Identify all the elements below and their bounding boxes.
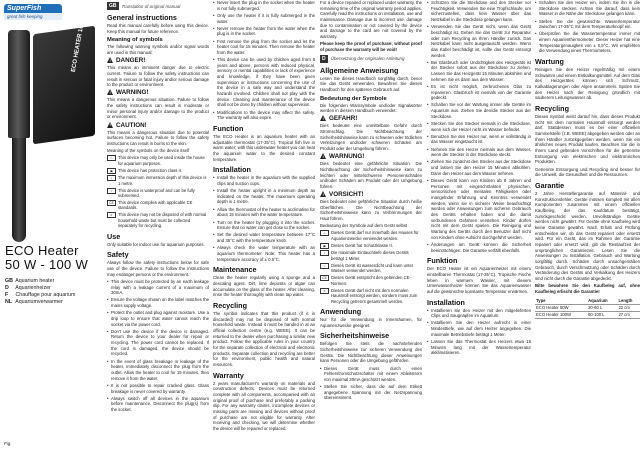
heater-image-tube xyxy=(12,138,26,242)
symbol-row: ✕ This device may not be disposed of with normal household waste but must be collected separately for recycling. xyxy=(107,212,209,228)
symbol-row: ↕ The maximum immersion depth of this device is 1 metre. xyxy=(107,175,209,186)
installation-list xyxy=(427,308,531,356)
list-item: • Überprüfen Sie die Wassertemperatur immer mit einem Aquarienthermometer. Dieser Heizer hat eine Temperaturgenauigkeit von ± 0,5°C. Wir empfehlen die Verwendung eines Thermometers. xyxy=(535,31,640,54)
list-item: • Protect the outlet and plug against moisture. Use a drip loop to ensure that water cannot reach the socket via the power cord. xyxy=(107,310,209,327)
list-item: • In the event of glass breakage or leakage of the heater, immediately disconnect the plug from the outlet. Allow the heater to cool for 15 minutes, then remove it from the water. xyxy=(107,359,209,382)
list-item: • Dieses Gerät kann von Kindern ab 8 Jahren und Personen mit eingeschränkten physischen, sensorischen oder mentalen Fähigkeiten oder mangelnder Erfahrung und Kenntnis verwendet werden, wenn sie in sicherer Weise beaufsichtigt werden oder Anweisungen zum sicheren Gebrauch des Geräts erhalten haben und die damit verbundenen Gefahren verstehen. Kinder dürfen nicht mit dem Gerät spielen. Die Reinigung und Wartung des Geräts durch den Benutzer darf nicht von Kindern ohne Aufsicht durchgeführt werden. xyxy=(427,178,531,240)
warning-triangle-icon xyxy=(320,153,327,159)
danger-heading: ! DANGER! xyxy=(107,57,209,64)
paragraph: Bedeutung der Symbole auf dem Gerät selbst xyxy=(320,223,408,229)
paragraph: This means a dangerous situation due to potential surfaces becoming hot. Failure to follow the safety instructions can result in burns to the skin. xyxy=(107,129,209,146)
gb-column-1 xyxy=(107,0,209,453)
warning-triangle-icon xyxy=(107,122,114,128)
symbol-row: ≈ This device is waterproof and can be fully submersed. xyxy=(107,188,209,199)
list-item: • Stellen Sie sicher, dass die auf dem Etikett angegebene Spannung mit der Netzspannung übereinstimmt. xyxy=(320,384,422,401)
list-item: • It is not possible to repair cracked glass. Glass breakage is never covered by warranty. xyxy=(107,383,209,394)
symbol-row: ▣ This device has protection class II. xyxy=(107,168,209,174)
paragraph-bold: Bitte bewahren Sie den Kaufbeleg auf, ohne Kaufbeleg erlischt die Garantie! xyxy=(535,283,640,294)
warning-triangle-icon xyxy=(107,57,114,63)
section-heading: General instructions xyxy=(107,13,177,22)
class-ii-icon: ▣ xyxy=(320,243,329,249)
list-item: • Bei Glasbruch oder Undichtigkeit des Heizgeräts ist der Stecker sofort aus der Steckdose zu ziehen. Lassen Sie das Heizgerät 15 Minuten abkühlen und nehmen Sie es dann aus dem Wasser. xyxy=(427,60,531,83)
table-cell: 22 cm xyxy=(617,304,640,311)
list-item: • Never remove the heater from the water when the plug is in the socket. xyxy=(213,26,315,37)
section-heading: Meaning of symbols xyxy=(107,37,163,44)
bin-icon: ✕ xyxy=(107,212,116,218)
paragraph: This means an imminent danger due to electric current. Failure to follow the safety instructions can result in serious or fatal injury and/or serious damage to the product or environment. xyxy=(107,65,209,88)
safety-list xyxy=(320,366,422,402)
section-heading: Safety xyxy=(107,250,129,260)
caution-heading: ! VORSICHT! xyxy=(320,191,422,198)
section-heading: Garantie xyxy=(535,180,565,190)
list-item: • Always check the water temperature with an aquarium thermometer. Note: This heater has a temperature accuracy of ± 0.5°C. xyxy=(213,245,315,262)
section-heading: Recycling xyxy=(213,300,247,310)
symbol-row: ⌂ This device may only be used inside the house for aquarium purposes. xyxy=(107,155,209,166)
section-heading: Sicherheitshinweise xyxy=(320,331,390,341)
list-item: • Only use the heater if it is fully submerged in the water. xyxy=(213,13,315,24)
warning-triangle-icon xyxy=(107,89,114,95)
paragraph: Die folgenden Warnsymbole und/oder Signalwörter werden in diesem Handbuch verwendet: xyxy=(320,102,422,114)
section-heading: Installation xyxy=(427,297,465,307)
language-item: GB Aquarium heater xyxy=(5,278,55,284)
list-item: • Ziehen Sie zunächst den Stecker aus der Steckdose und lassen Sie den Heizer 15 Minuten abkühlen. Dann den Heizer aus dem Wasser nehmen. xyxy=(427,159,531,176)
symbol-row: ⌂ Dieses Gerät darf nur innerhalb des Hauses für Aquarienzwecke verwendet werden. xyxy=(320,230,422,241)
paragraph: This means a dangerous situation. Failure to follow the safety instructions can result in moderate or minor personal injury and/or damage to the product or environment. xyxy=(107,97,209,120)
list-item: • Änderungen am Gerät können die Sicherheit beeinträchtigen. Die Garantie verfällt ebenfalls. xyxy=(427,242,531,253)
list-item: • Modifications to the device may affect the safety. The warranty will also expire. xyxy=(213,110,315,121)
language-header xyxy=(320,55,422,63)
paragraph: Read this manual carefully before using this device. Keep this manual for future reference. xyxy=(107,23,209,34)
paragraph: Clean the heater regularly using a sponge and a descaling agent. Dirt, lime deposits or algae can accumulate on the glass of the heater. After cleaning, rinse the heater thoroughly with clean tap water. xyxy=(213,275,315,298)
brand-name: SuperFish xyxy=(4,4,62,13)
language-code-badge: GB xyxy=(109,3,117,9)
table-cell: 60-100 L xyxy=(587,311,617,318)
section-heading: Bedeutung der Symbole xyxy=(320,95,387,102)
section-heading: Allgemeine Anweisung xyxy=(320,65,399,75)
list-item: • Install the heater upright in a minimum depth as indicated on the heater. The maximum operating depth is 1 metre. xyxy=(213,188,315,205)
table-row xyxy=(535,311,640,318)
section-heading: Funktion xyxy=(427,256,458,266)
gb-column-2 xyxy=(213,0,315,453)
symbol-row: ▣ Dieses Gerät hat Schutzklasse II. xyxy=(320,243,422,249)
list-item: • Schalten Sie vor der Wartung immer alle Geräte im Aquarium aus. Ziehen Sie den/die Stecker aus der Steckdose. xyxy=(427,102,531,119)
heater-image-body xyxy=(8,30,30,138)
list-item: • Es ist nicht möglich, zerbrochenes Glas zu reparieren. Glasbruch ist niemals von der Garantie gedeckt. xyxy=(427,84,531,101)
paragraph: Getrennte Entsorgung und Recycling sind besser für die Umwelt, die Gesundheit und die Ressourcen. xyxy=(535,166,640,178)
list-item: • Don't use the device if the device is damaged. Return the device to your dealer for repair or recycling. The power cord cannot be replaced. If the cord is damaged, the device should be recycled. xyxy=(107,329,209,357)
paragraph: Der ECO Heater ist ein Aquarienheizer mit einem einstellbaren Thermostat (17-35°C). Tropische Fische leben in warmem Wasser, mit diesem Unterwasserheizer können Sie das Aquarienwasser auf die gewünschte konstante Temperatur erwärmen. xyxy=(427,266,531,294)
table-row xyxy=(535,304,640,311)
ce-icon: CE xyxy=(320,275,329,281)
list-item: • Nehmen Sie den Heizer niemals aus dem Wasser, wenn der Stecker in der Steckdose steckt. xyxy=(427,147,531,158)
installation-list-continued xyxy=(535,0,640,54)
language-header xyxy=(107,2,209,10)
list-item: • This device can be used by children aged from 8 years and above, persons with reduced physical, sensory or mental capabilities or lack of experience and knowledge, if they have been given supervision or instructions concerning the use of the device in a safe way and understand the hazards involved. Children shall not play with the device. Cleaning and maintenance of the device shall not be done by children without supervision. xyxy=(213,57,315,108)
de-column-2 xyxy=(427,0,531,453)
symbol-row: CE This device complies with applicable CE standards. xyxy=(107,200,209,211)
list-item: • Installieren Sie den Heizer aufrecht in einer Mindesttiefe, wie auf dem Heizer angegeben. Die maximale Betriebstiefe beträgt 1 Meter. xyxy=(427,320,531,337)
paragraph-bold: Please keep the proof of purchase; without proof of purchase the warranty will be void! xyxy=(320,41,422,52)
paragraph: Dies bedeutet eine gefährliche Situation. Die Nichtbeachtung der Sicherheitshinweise kann zu leichten oder mittelschweren Personenschäden und/oder Schäden am Produkt oder der Umgebung führen. xyxy=(320,161,422,189)
paragraph: The ECO Heater is an aquarium heater with an adjustable thermostat (17-35°C). Tropical fish live in warm water; with this underwater heater you can heat the aquarium water to the desired constant temperature. xyxy=(213,133,315,162)
warning-triangle-icon xyxy=(320,115,327,121)
caution-heading: ! CAUTION! xyxy=(107,122,209,129)
safety-list-continued xyxy=(427,0,531,253)
language-code-badge: D xyxy=(322,55,326,62)
list-item: • Stecken Sie den Stecker niemals in die Steckdose, wenn sich der Heizer nicht im Wasser befindet. xyxy=(427,121,531,132)
paragraph: Reinigen Sie den Heizer regelmäßig mit einem Schwamm und einem Entkalkungsmittel. Auf dem Glas des Heizgerätes können sich Schmutz, Kalkablagerungen oder Algen ansammeln. Spülen Sie den Heizer nach der Reinigung gründlich mit sauberem Leitungswasser ab. xyxy=(535,67,640,101)
list-item: • Turn on the heater by plugging it into the socket. Ensure that no water can get close to the socket. xyxy=(213,220,315,231)
heater-image-label xyxy=(33,16,95,145)
depth-icon: ↕ xyxy=(107,175,116,181)
section-heading: Function xyxy=(213,123,244,133)
waterproof-icon: ≈ xyxy=(107,188,116,194)
paragraph: Meaning of the symbols on the device itself xyxy=(107,148,190,154)
section-heading: Wartung xyxy=(535,57,564,67)
list-item: • Allow the thermostat of the heater to acclimatise for about 15 minutes with the water temperature. xyxy=(213,207,315,218)
list-item: • Never insert the plug in the socket when the heater is not fully submerged. xyxy=(213,0,315,11)
table-header: Type xyxy=(535,298,587,305)
paragraph: Dieses Symbol weist darauf hin, dass dieses Produkt nicht mit dem normalen Hausmüll entsorgt werden darf. Stattdessen muss es bei einer offiziellen Sammelstelle (z.B. WEEE) abgegeben werden oder an Ihren Händler zurückgegeben werden, wenn Sie ein ähnliches neues Produkt kaufen. Beachten Sie die in Ihrem Land geltenden Vorschriften für die getrennte Entsorgung von elektrischen und elektronischen Produkten. xyxy=(535,114,640,165)
house-icon: ⌂ xyxy=(107,155,116,161)
paragraph: Nur für die Verwendung in Innenräumen, für Aquarienzwecke geeignet. xyxy=(320,316,422,328)
brand-tagline: great fish keeping xyxy=(4,13,62,20)
de-column-3 xyxy=(535,0,640,453)
product-range: 50 W - 100 W xyxy=(5,257,89,273)
warning-triangle-icon xyxy=(320,191,327,197)
section-heading: Anwendung xyxy=(320,306,362,316)
section-heading: Maintenance xyxy=(213,265,257,275)
paragraph: The following warning symbols and/or signal words are used in this manual: xyxy=(107,44,209,56)
list-item: • Schalten Sie den Heizer ein, indem Sie ihn in die Steckdose stecken. Achten Sie darauf, dass kein Wasser in die Nähe der Steckdose gelangen kann. xyxy=(535,0,640,17)
list-item: • Stellen Sie die gewünschte Wassertemperatur zwischen 17-35°C mit dem Temperaturknopf ein. xyxy=(535,19,640,30)
table-header: Length xyxy=(617,298,640,305)
danger-heading: ! GEFAHR! xyxy=(320,115,422,122)
list-item: • Schützen Sie die Steckdose und den Stecker vor Feuchtigkeit. Verwenden Sie eine Tropfschlaufe, um sicherzustellen, dass kein Wasser über das Netzkabel in die Steckdose gelangen kann. xyxy=(427,0,531,23)
house-icon: ⌂ xyxy=(320,230,329,236)
paragraph: Only suitable for indoor use for aquarium purposes. xyxy=(107,241,205,247)
language-item: NL Aquariumverwarmer xyxy=(5,299,63,306)
cover-panel xyxy=(0,0,105,453)
section-heading: Warranty xyxy=(213,370,244,380)
language-item: F Chauffage pour aquarium xyxy=(5,292,76,299)
ce-icon: CE xyxy=(107,200,116,206)
section-heading: Installation xyxy=(213,165,251,175)
paragraph: Lesen Sie dieses Handbuch sorgfältig durch, bevor Sie das Gerät verwenden. Bewahren Sie dieses Handbuch für den späteren Gebrauch auf. xyxy=(320,75,422,92)
symbol-row: ↕ Die maximale Eintauchtiefe dieses Geräts beträgt 1 Meter. xyxy=(320,250,422,261)
list-item: • This device must be protected by an earth leakage relay with a leakage current of a maximum of 30mA. xyxy=(107,279,209,296)
symbol-row: CE Dieses Gerät entspricht den geltenden CE-Normen. xyxy=(320,275,422,286)
list-item: • Lassen Sie das Thermostat des Heizers etwa 15 Minuten lang mit der Wassertemperatur akklimatisieren. xyxy=(427,339,531,356)
list-item: • Verwenden Sie das Gerät nicht, wenn das Gerät beschädigt ist. Geben Sie das Gerät zur Reparatur oder zum Recycling an Ihren Händler zurück. Das Netzkabel kann nicht ausgetauscht werden. Wenn das Kabel beschädigt ist, sollte das Gerät entsorgt werden. xyxy=(427,24,531,58)
symbol-row: ✕ Dieses Gerät darf nicht mit dem normalen Hausmüll entsorgt werden, sondern muss zum Recycling getrennt gesammelt werden. xyxy=(320,288,422,304)
depth-icon: ↕ xyxy=(320,250,329,256)
paragraph: 2 years manufacturer's warranty on materials and construction defects. Devices must be returned complete with all components, accompanied with an original proof of purchase and preferably a packing slip. For any warranty claims, incomplete devices or missing parts are missing and devices without proof of purchase are not eligible for warranty. After receiving and checking, we will determine whether the device will be repaired or replaced. xyxy=(213,380,315,431)
table-cell: ECO Heater 100W xyxy=(535,311,587,318)
language-item: D Aquarienheizer xyxy=(5,285,51,292)
list-item: • Ensure the voltage shown on the label matches the mains supply voltage. xyxy=(107,297,209,308)
safety-list-continued xyxy=(213,0,315,121)
de-column-1 xyxy=(320,0,422,453)
list-item: • Always switch off all devices in the aquarium before maintenance. Disconnect the plug(s) from the socket. xyxy=(107,396,209,413)
language-note: Übersetzung der originalen Anleitung xyxy=(330,56,405,62)
list-item: • First remove the plug from the socket and let the heater cool for 15 minutes. Then remove the heater from the water. xyxy=(213,39,315,56)
list-item: • Dieses Gerät muss durch einen Fehlerstromschutzschalter mit einem Ableitstrom von maximal 30mA geschützt werden. xyxy=(320,366,422,383)
table-cell: 27 cm xyxy=(617,311,640,318)
paragraph: The symbol indicates that this product (if it is discarded) may not be disposed of with normal household waste. Instead it must be handed in at an official collection centre (e.g. WEEE). It can be returned to the dealer when purchasing a similar new product. Follow the applicable rules in your country for the separate collection of electrical and electronic products. Separate collection and recycling are better for the environment, public health and natural resources. xyxy=(213,310,315,367)
list-item: • Benutzen Sie den Heizer nur, wenn er vollständig in das Wasser eingetaucht ist. xyxy=(427,134,531,145)
warning-heading: ! WARNING! xyxy=(107,89,209,96)
class-ii-icon: ▣ xyxy=(107,168,116,174)
table-header: Aquarium xyxy=(587,298,617,305)
list-item: • Install the heater in the aquarium with the supplied clips and suction cups. xyxy=(213,175,315,186)
safety-list xyxy=(107,279,209,413)
language-list xyxy=(5,278,75,307)
list-item: • Set the desired water temperature between 17°C and 35°C with the temperature knob. xyxy=(213,232,315,243)
installation-list xyxy=(213,175,315,262)
section-heading: Use xyxy=(107,231,121,241)
paragraph: For a device repaired or replaced under warranty, the remaining time of the original warranty period applies. Carefully read the instructions on installation, use and maintenance. Damage due to incorrect use, damage due to contamination or not covered by the device and damage to the card are not covered by the warranty. xyxy=(320,0,422,40)
product-title xyxy=(5,244,88,273)
heater-label-text: ECO HEATER 100W xyxy=(70,16,87,73)
warning-heading: ! WARNUNG! xyxy=(320,153,422,160)
product-name: ECO Heater xyxy=(5,243,79,258)
paragraph: Always follow the safety instructions below for safe use of the device. Failure to follow the instructions may endanger persons or the environment. xyxy=(107,260,209,277)
list-item: • Installieren Sie den Heizer mit den mitgelieferten Clips und Saugnäpfen im Aquarium. xyxy=(427,308,531,319)
waterproof-icon: ≈ xyxy=(320,263,329,269)
bin-icon: ✕ xyxy=(320,288,329,294)
table-cell: 20-60 L xyxy=(587,304,617,311)
paragraph: Dies bedeutet eine gefährliche Situation durch heiße Oberflächen. Die Nichtbeachtung der Sicherheitshinweise kann zu Verbrennungen der Haut führen. xyxy=(320,199,422,222)
section-heading: Recycling xyxy=(535,104,569,114)
paragraph: Dies bedeutet eine unmittelbare Gefahr durch Stromschlag. Die Nichtbeachtung der Sicherheitshinweise kann zu schweren oder tödlichen Verletzungen und/oder schweren Schäden am Produkt oder der Umgebung führen. xyxy=(320,123,422,152)
spec-table xyxy=(535,298,640,319)
paragraph: Befolgen Sie stets die nachstehenden Sicherheitshinweise zur sicheren Verwendung des Geräts. Die Nichtbeachtung dieser Anweisungen kann Personen oder die Umgebung gefährden. xyxy=(320,341,422,364)
language-note: Translation of original manual xyxy=(121,3,181,9)
table-cell: ECO Heater 50W xyxy=(535,304,587,311)
figure-label: Fig. xyxy=(4,441,12,446)
paragraph: 2 Jahre Herstellergarantie auf Material- und Konstruktionsfehler. Geräte müssen komplett mit allen Komponenten zusammen mit einem offiziellen Kaufbeleg, der das Kaufdatum bestätigt, zurückgeschickt werden. Unvollständige Geräte werden nicht gewährt. Für Geräte ohne Kaufbeleg wird keine Garantie gewährt. Nach Erhalt und Prüfung entscheiden wir, ob das Gerät repariert oder ersetzt wird. Für ein Gerät, das im Rahmen der Garantie repariert oder ersetzt wird, gilt die Restlaufzeit der ursprünglichen Garantiezeit. Lesen Sie die Anweisungen zu Installation, Gebrauch und Wartung sorgfältig durch. Schäden durch unsachgemäßen Gebrauch, durch Verschmutzung oder Schäden durch Veränderung des Geräts und Verkalkung des Heizers sind nicht durch die Garantie abgedeckt. xyxy=(535,190,640,282)
symbol-row: ≈ Dieses Gerät ist wasserdicht und kann unter Wasser verwendet werden. xyxy=(320,263,422,274)
